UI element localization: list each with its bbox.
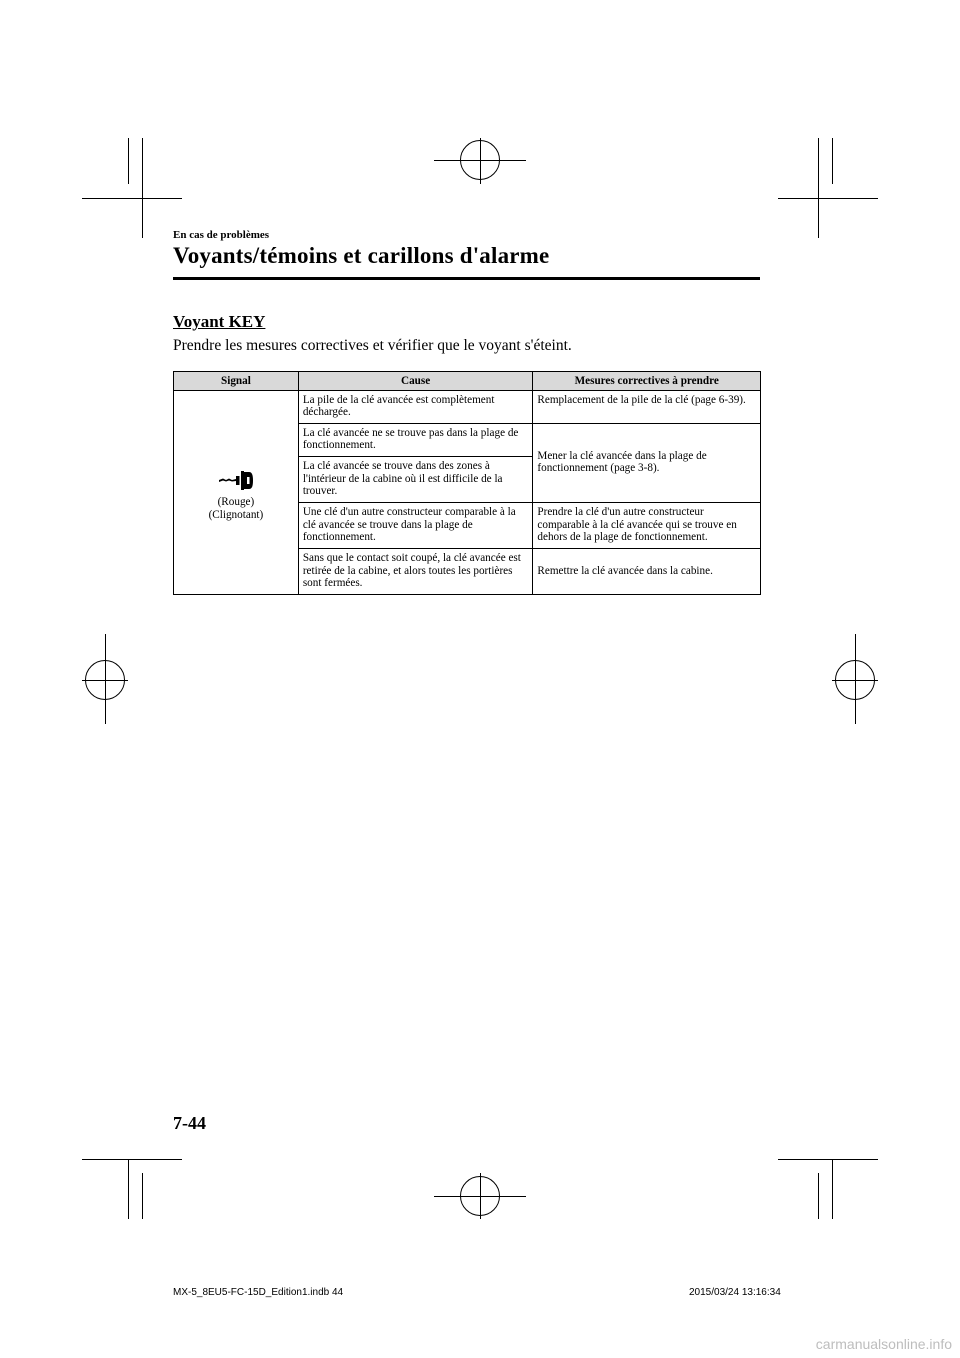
column-header-action: Mesures correctives à prendre bbox=[533, 372, 761, 391]
page-title: Voyants/témoins et carillons d'alarme bbox=[173, 243, 550, 268]
signal-mode-label: (Clignotant) bbox=[208, 508, 264, 521]
cause-cell: Sans que le contact soit coupé, la clé avancée est retirée de la cabine, et alors toutes les portières sont fermées. bbox=[298, 548, 533, 594]
subsection-title: Voyant KEY bbox=[173, 312, 266, 331]
page-number: 7-44 bbox=[173, 1113, 206, 1133]
action-cell: Remettre la clé avancée dans la cabine. bbox=[533, 548, 761, 594]
registration-mark-bottom bbox=[460, 1176, 500, 1216]
table-row bbox=[174, 390, 761, 423]
watermark: carmanualsonline.info bbox=[815, 1336, 952, 1352]
column-header-signal: Signal bbox=[174, 372, 299, 391]
action-cell: Prendre la clé d'un autre constructeur comparable à la clé avancée qui se trouve en dehors de la plage de fonctionnement. bbox=[533, 502, 761, 548]
action-cell: Remplacement de la pile de la clé (page 6-39). bbox=[533, 390, 761, 423]
footer-timestamp: 2015/03/24 13:16:34 bbox=[689, 1287, 781, 1298]
cause-cell: La pile de la clé avancée est complètement déchargée. bbox=[298, 390, 533, 423]
section-label: En cas de problèmes bbox=[173, 229, 270, 241]
registration-mark-top bbox=[460, 140, 500, 180]
signal-color-label: (Rouge) bbox=[217, 495, 255, 508]
subsection-intro: Prendre les mesures correctives et vérifier que le voyant s'éteint. bbox=[173, 337, 572, 354]
cause-cell: Une clé d'un autre constructeur comparable à la clé avancée se trouve dans la plage de fonctionnement. bbox=[298, 502, 533, 548]
column-header-cause: Cause bbox=[298, 372, 533, 391]
action-cell: Mener la clé avancée dans la plage de fonctionnement (page 3-8). bbox=[533, 423, 761, 502]
cause-cell: La clé avancée ne se trouve pas dans la plage de fonctionnement. bbox=[298, 423, 533, 456]
registration-mark-right bbox=[835, 660, 875, 700]
registration-mark-left bbox=[85, 660, 125, 700]
cause-cell: La clé avancée se trouve dans des zones à l'intérieur de la cabine où il est difficile de la trouver. bbox=[298, 456, 533, 502]
warning-table bbox=[173, 371, 761, 595]
title-divider bbox=[173, 277, 760, 280]
key-warning-icon bbox=[178, 468, 294, 496]
signal-cell bbox=[174, 390, 299, 594]
table-header-row bbox=[174, 372, 761, 391]
footer-file-label: MX-5_8EU5-FC-15D_Edition1.indb 44 bbox=[173, 1287, 344, 1298]
